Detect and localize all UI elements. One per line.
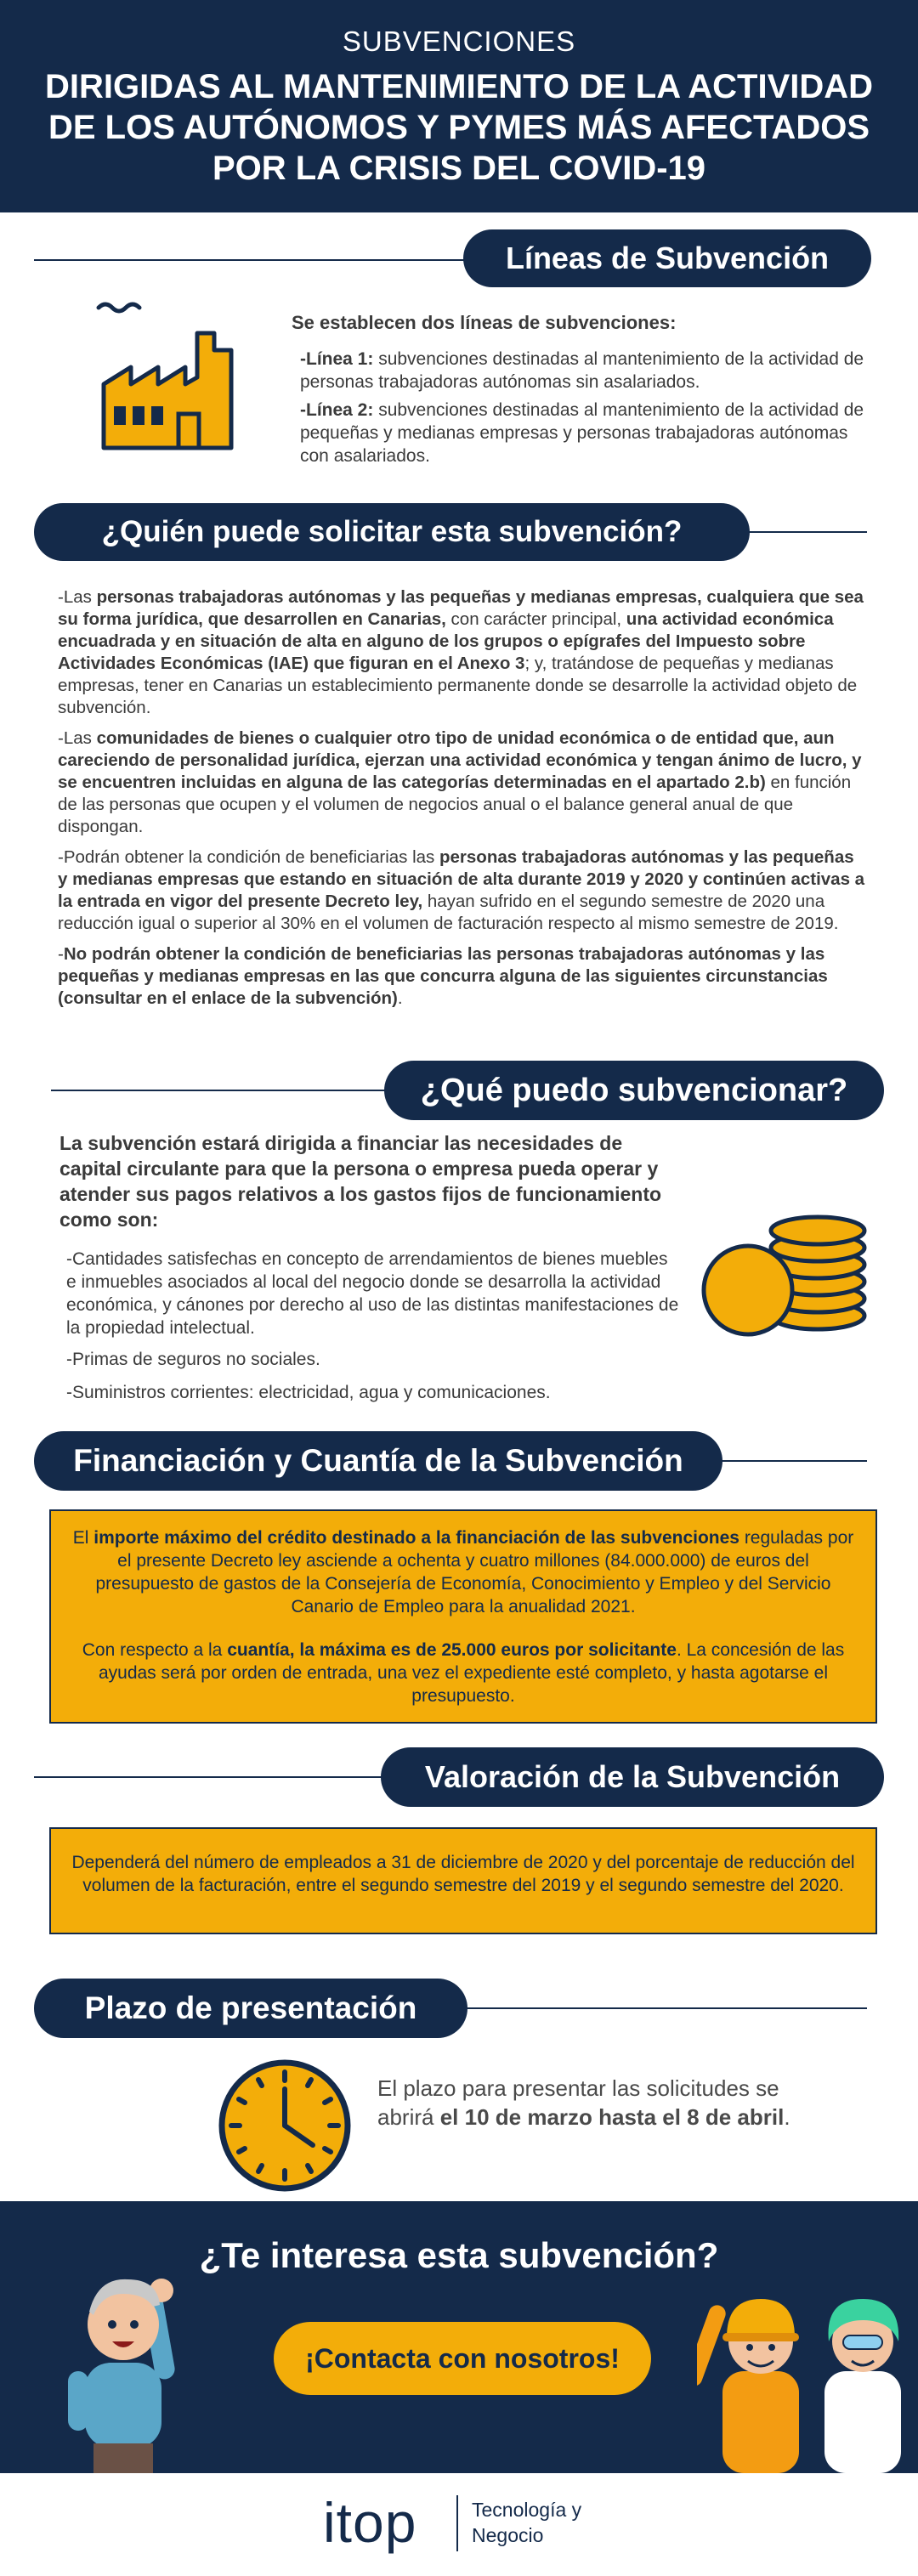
divider: [731, 531, 867, 533]
financiacion-paragraph: Con respecto a la cuantía, la máxima es de 25.000 euros por solicitante. La concesión de las ayudas será por orden de entrada, una vez el expediente esté completo, y hasta agotarse el presupuesto.: [82, 1640, 845, 1706]
section-heading-quien: ¿Quién puede solicitar esta subvención?: [34, 503, 750, 561]
clock-icon: [216, 2057, 354, 2194]
quien-paragraph: -No podrán obtener la condición de beneficiarias las personas trabajadoras autónomas y las pequeñas y medianas empresas en las que concurra alguna de las siguientes circunstancias (consultar en el enlace de la subvención).: [58, 944, 828, 1008]
lineas-intro: Se establecen dos líneas de subvenciones:: [292, 312, 677, 333]
cta-title: ¿Te interesa esta subvención?: [199, 2235, 719, 2275]
divider: [456, 2495, 458, 2551]
section-heading-que: ¿Qué puedo subvencionar?: [384, 1061, 884, 1120]
quien-content: [58, 586, 865, 1018]
lineas-content: [292, 311, 878, 476]
man-illustration: [51, 2244, 196, 2473]
linea-2: -Línea 2: subvenciones destinadas al mantenimiento de la actividad de pequeñas y medianas empresas y personas trabajadoras autónomas con asalariados.: [300, 400, 864, 466]
que-item: -Suministros corrientes: electricidad, agua y comunicaciones.: [66, 1383, 551, 1402]
financiacion-paragraph: El importe máximo del crédito destinado a la financiación de las subvenciones reguladas por el presente Decreto ley asciende a ochenta y cuatro millones (84.000.000) de euros del presupuesto de gastos de la Consejería de Economía, Conocimiento y Empleo y del Servicio Canario de Empleo para la anualidad 2021.: [72, 1528, 854, 1616]
header-kicker: SUBVENCIONES: [342, 25, 576, 57]
divider: [459, 2007, 867, 2009]
que-item: -Cantidades satisfechas en concepto de arrendamientos de bienes muebles e inmuebles asociados al local del negocio donde se desarrolla la actividad económica, y cánones por derecho al uso de las distintas manifestaciones de la propiedad intelectual.: [66, 1249, 679, 1338]
section-heading-plazo: Plazo de presentación: [34, 1979, 468, 2038]
itop-logo: itop: [323, 2491, 417, 2554]
quien-paragraph: -Podrán obtener la condición de beneficiarias las personas trabajadoras autónomas y las pequeñas y medianas empresas que estando en situación de alta durante 2019 y 2020 y continúen activas a la entrada en vigor del presente Decreto ley, hayan sufrido en el segundo semestre de 2020 una reducción igual o superior al 30% en el volumen de facturación respecto al mismo semestre de 2019.: [58, 847, 865, 933]
divider: [34, 1776, 391, 1778]
divider: [51, 1090, 408, 1091]
que-intro: La subvención estará dirigida a financiar las necesidades de capital circulante para que la persona o empresa pueda operar y atender sus pagos relativos a los gastos fijos de funcionamiento como son:: [60, 1132, 662, 1231]
plazo-text: El plazo para presentar las solicitudes se abrirá el 10 de marzo hasta el 8 de abril.: [377, 2075, 790, 2130]
financiacion-box: [49, 1509, 877, 1724]
divider: [34, 259, 476, 261]
quien-paragraph: -Las personas trabajadoras autónomas y las pequeñas y medianas empresas, cualquiera que sea su forma jurídica, que desarrollen en Canarias, con carácter principal, una actividad económica encuadrada y en situación de alta en alguno de los grupos o epígrafes del Impuesto sobre Actividades Económicas (IAE) que figuran en el Anexo 3; y, tratándose de pequeñas y medianas empresas, tener en Canarias un establecimiento permanente donde se desarrolle la actividad objeto de subvención.: [58, 587, 864, 717]
header-title: DIRIGIDAS AL MANTENIMIENTO DE LA ACTIVIDAD DE LOS AUTÓNOMOS Y PYMES MÁS AFECTADOS POR LA CRISIS DEL COVID-19: [44, 68, 874, 187]
section-heading-lineas: Líneas de Subvención: [463, 229, 871, 287]
contact-button[interactable]: ¡Contacta con nosotros!: [274, 2322, 651, 2395]
section-heading-financiacion: Financiación y Cuantía de la Subvención: [34, 1431, 722, 1491]
que-content: [60, 1130, 680, 1413]
quien-paragraph: -Las comunidades de bienes o cualquier otro tipo de unidad económica o de entidad que, aun careciendo de personalidad jurídica, ejerzan una actividad económica y tengan ánimo de lucro, y se encuentren incluidas en alguna de las categorías determinadas en el apartado 2.b) en función de las personas que ocupen y el volumen de negocios anual o el balance general anual de que dispongan.: [58, 728, 862, 836]
valoracion-text: Dependerá del número de empleados a 31 de diciembre de 2020 y del porcentaje de reducción del volumen de la facturación, entre el segundo semestre del 2019 y el segundo semestre del 2020.: [71, 1853, 855, 1895]
section-heading-valoracion: Valoración de la Subvención: [381, 1747, 884, 1807]
workers-illustration: [697, 2278, 910, 2473]
factory-icon: [95, 299, 253, 452]
valoracion-box: [49, 1827, 877, 1934]
que-item: -Primas de seguros no sociales.: [66, 1350, 320, 1369]
coins-icon: [697, 1214, 876, 1341]
divider: [714, 1460, 867, 1462]
brand-tagline: Tecnología y Negocio: [472, 2499, 582, 2546]
linea-1: -Línea 1: subvenciones destinadas al mantenimiento de la actividad de personas trabajadoras autónomas sin asalariados.: [300, 349, 864, 392]
brand-footer: [0, 2473, 918, 2576]
header-banner: [0, 0, 918, 212]
